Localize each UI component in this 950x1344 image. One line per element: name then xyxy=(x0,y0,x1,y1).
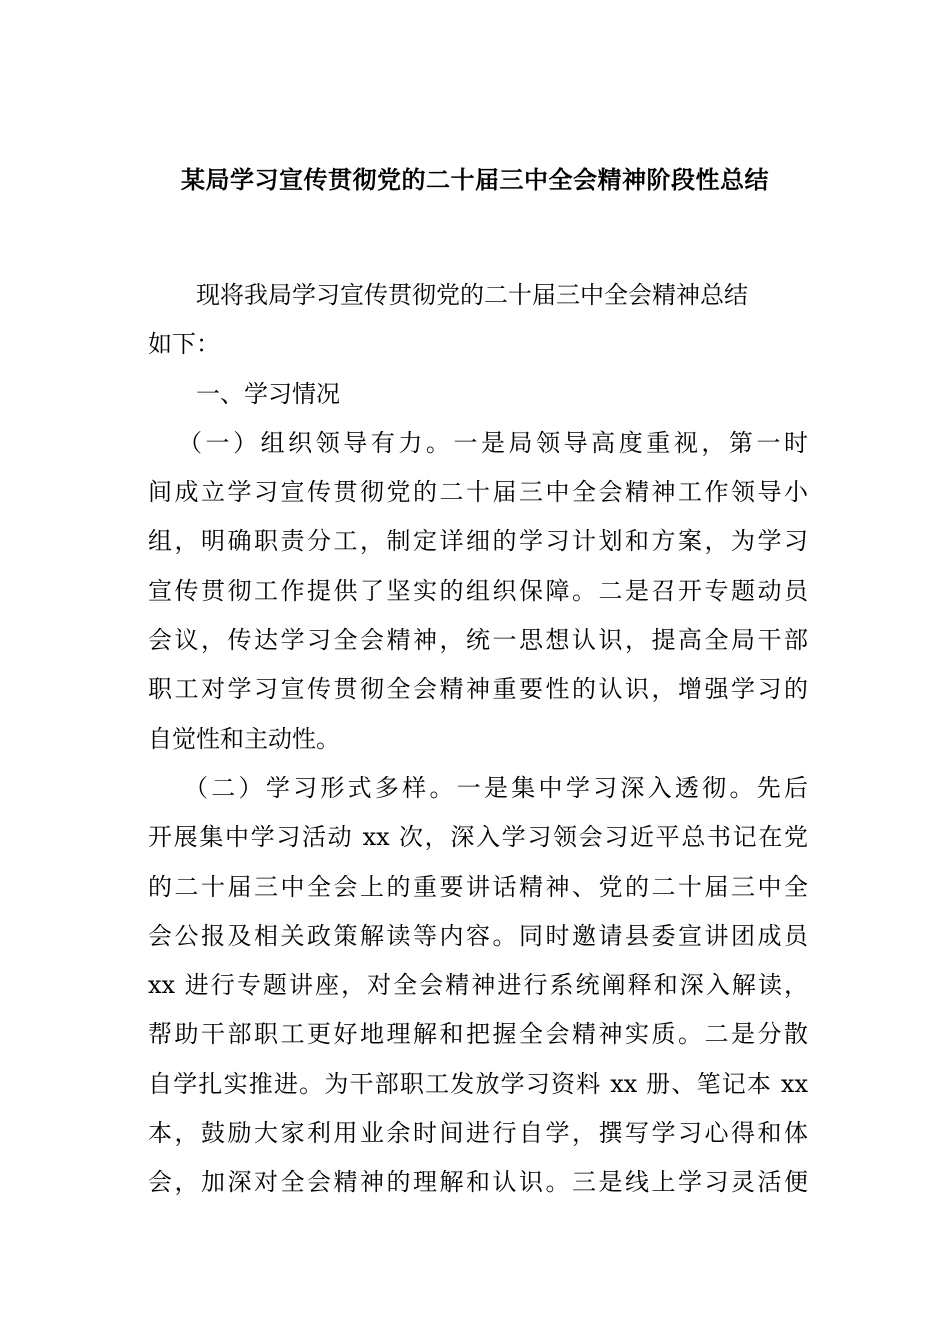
paragraph-line: 现将我局学习宣传贯彻党的二十届三中全会精神总结 xyxy=(196,281,748,309)
paragraph-line: 本，鼓励大家利用业余时间进行自学，撰写学习心得和体 xyxy=(148,1119,808,1148)
paragraph-line: 组，明确职责分工，制定详细的学习计划和方案，为学习 xyxy=(148,527,808,556)
paragraph-line: 如下： xyxy=(148,330,220,359)
paragraph-line: 自学扎实推进。为干部职工发放学习资料 xx 册、笔记本 xx xyxy=(148,1069,808,1098)
paragraph-line: 的二十届三中全会上的重要讲话精神、党的二十届三中全 xyxy=(148,872,808,901)
paragraph-line: 会议，传达学习全会精神，统一思想认识，提高全局干部 xyxy=(148,626,808,655)
document-title: 某局学习宣传贯彻党的二十届三中全会精神阶段性总结 xyxy=(181,166,769,194)
paragraph-line: 宣传贯彻工作提供了坚实的组织保障。二是召开专题动员 xyxy=(148,576,808,605)
paragraph-line: 帮助干部职工更好地理解和把握全会精神实质。二是分散 xyxy=(148,1020,808,1049)
paragraph-line: xx 进行专题讲座，对全会精神进行系统阐释和深入解读， xyxy=(148,971,808,1000)
section-heading: 一、学习情况 xyxy=(196,379,340,408)
paragraph-line: （一）组织领导有力。一是局领导高度重视，第一时 xyxy=(178,428,808,457)
paragraph-line: （二）学习形式多样。一是集中学习深入透彻。先后 xyxy=(184,773,808,802)
paragraph-line: 间成立学习宣传贯彻党的二十届三中全会精神工作领导小 xyxy=(148,478,808,507)
paragraph-line: 自觉性和主动性。 xyxy=(148,724,340,753)
paragraph-line: 会公报及相关政策解读等内容。同时邀请县委宣讲团成员 xyxy=(148,921,808,950)
paragraph-line: 会，加深对全会精神的理解和认识。三是线上学习灵活便 xyxy=(148,1168,808,1197)
paragraph-line: 开展集中学习活动 xx 次，深入学习领会习近平总书记在党 xyxy=(148,823,808,852)
paragraph-line: 职工对学习宣传贯彻全会精神重要性的认识，增强学习的 xyxy=(148,675,808,704)
document-body xyxy=(148,271,808,1208)
